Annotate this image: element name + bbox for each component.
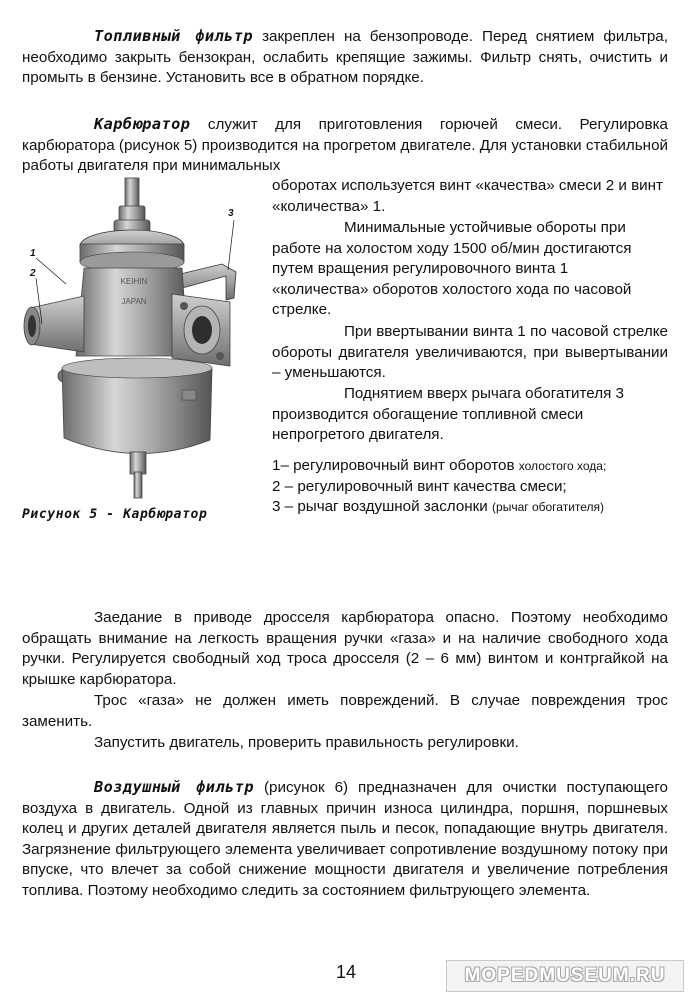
- legend-item-1-note: холостого хода;: [518, 459, 607, 473]
- callout-2: 2: [30, 268, 36, 279]
- body-stamp-bottom: JAPAN: [121, 297, 147, 306]
- callout-3: 3: [228, 208, 234, 219]
- side-paragraph-3: При ввертывании винта 1 по часовой стрелке обороты двигателя увеличиваются, при вывертывании – уменьшаются.: [272, 323, 668, 382]
- term-air-filter: Воздушный фильтр: [94, 778, 255, 796]
- term-fuel-filter: Топливный фильтр: [94, 27, 254, 45]
- paragraph-fuel-filter: [22, 26, 668, 89]
- watermark-text: MOPEDMUSEUM.RU: [464, 965, 666, 986]
- legend-item-2: 2 – регулировочный винт качества смеси;: [272, 477, 567, 495]
- paragraph-cable: Трос «газа» не должен иметь повреждений. В случае повреждения трос заменить.: [22, 692, 668, 730]
- legend-item-3-note: (рычаг обогатителя): [492, 500, 605, 515]
- paragraph-start-engine: Запустить двигатель, проверить правильность регулировки.: [94, 734, 519, 751]
- carburetor-illustration: [22, 176, 262, 506]
- paragraph-carburetor: [22, 114, 668, 177]
- side-paragraph-1: оборотах используется винт «качества» смеси 2 и винт «количества» 1.: [272, 177, 663, 215]
- legend-item-1-main: 1– регулировочный винт оборотов: [272, 457, 515, 474]
- side-paragraph-4: Поднятием вверх рычага обогатителя 3 производится обогащение топливной смеси непрогретого двигателя.: [272, 385, 624, 444]
- side-paragraph-2: Минимальные устойчивые обороты при работе на холостом ходу 1500 об/мин достигаются путем вращения регулировочного винта 1 «количества» оборотов холостого хода по часовой стрелке.: [272, 219, 632, 319]
- legend-item-3: [272, 497, 668, 518]
- carburetor-text: служит для приготовления горючей смеси. Регулировка карбюратора (рисунок 5) производится на прогретом двигателе. Для установки стабильной работы двигателя при минимальных: [22, 116, 668, 175]
- legend-item-1: [272, 456, 668, 477]
- carburetor-figure: [22, 176, 262, 506]
- figure-legend: [272, 456, 668, 518]
- legend-item-3-main: 3 – рычаг воздушной заслонки: [272, 498, 488, 516]
- body-stamp-top: KEIHIN: [120, 277, 148, 286]
- paragraph-throttle: Заедание в приводе дросселя карбюратора опасно. Поэтому необходимо обращать внимание на легкость вращения ручки «газа» и на наличие свободного хода ручки. Регулируется свободный ход троса дросселя (2 – 6 мм) винтом и контргайкой на крышке карбюратора.: [22, 609, 668, 688]
- fuel-filter-text: закреплен на бензопроводе. Перед снятием фильтра, необходимо закрыть бензокран, ослабить крепящие зажимы. Фильтр снять, очистить и промыть в бензине. Установить все в обратном порядке.: [22, 28, 668, 87]
- callout-1: 1: [30, 248, 36, 259]
- air-filter-text: (рисунок 6) предназначен для очистки поступающего воздуха в двигатель. Одной из главных причин износа цилиндра, поршня, поршневых колец и других деталей двигателя является пыль и песок, попадающие внутрь двигателя. Загрязнение фильтрующего элемента увеличивает сопротивление воздушному потоку при впуске, что влечет за собой снижение мощности двигателя и увеличение потребления топлива. Поэтому необходимо следить за состоянием фильтрующего элемента.: [22, 779, 668, 899]
- term-carburetor: Карбюратор: [94, 115, 191, 133]
- page-number: 14: [335, 962, 357, 982]
- figure-caption: Рисунок 5 - Карбюратор: [22, 507, 208, 522]
- watermark: [446, 960, 684, 992]
- paragraph-air-filter: [22, 777, 668, 902]
